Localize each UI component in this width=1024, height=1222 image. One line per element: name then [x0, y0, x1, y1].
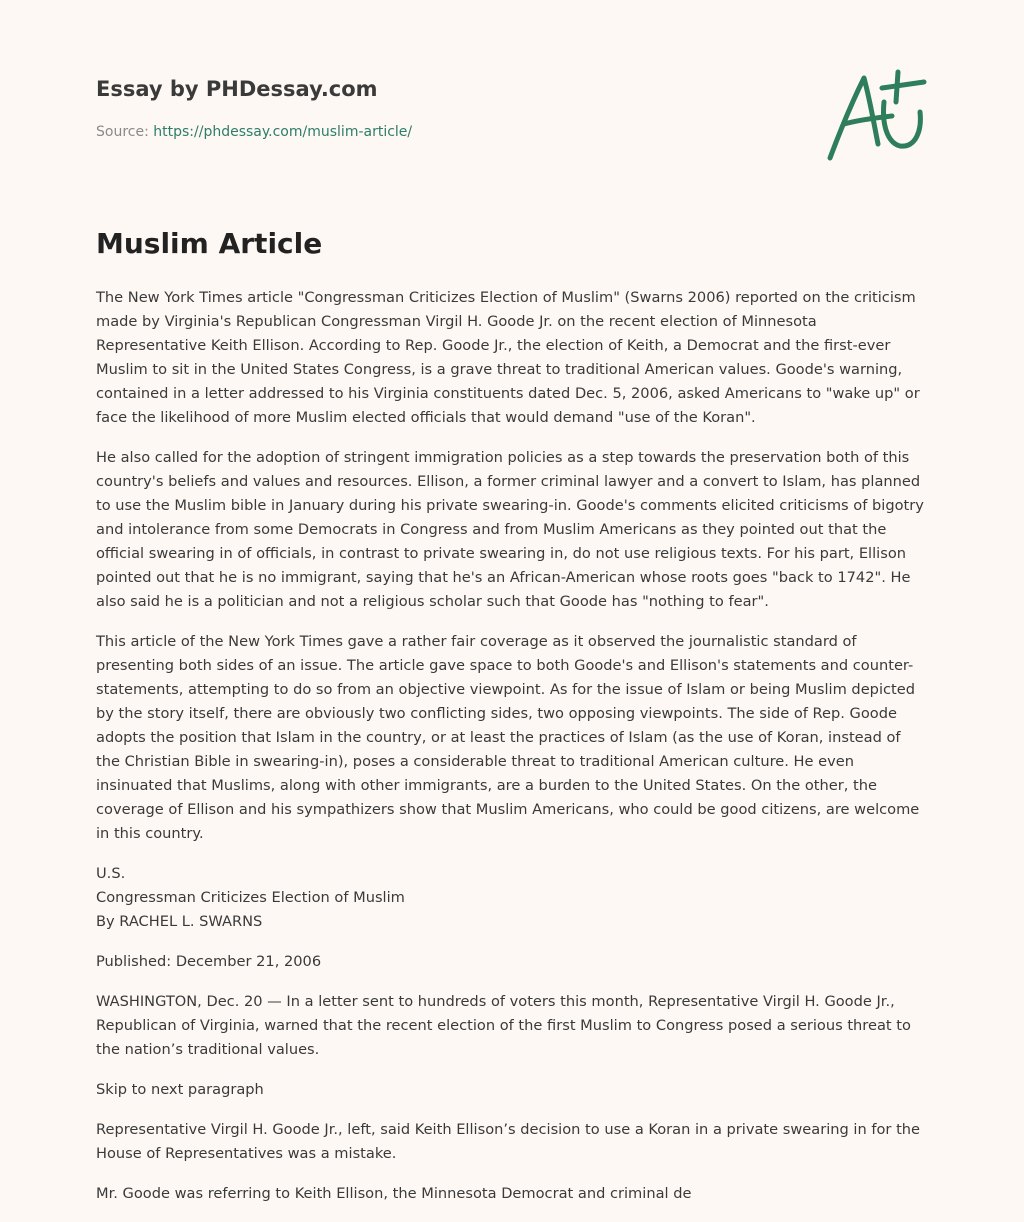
quoted-byline: By RACHEL L. SWARNS [96, 913, 263, 930]
source-link[interactable]: https://phdessay.com/muslim-article/ [153, 124, 413, 140]
quoted-published-date: Published: December 21, 2006 [96, 953, 322, 970]
source-label: Source: [96, 124, 149, 140]
essay-title: Muslim Article [96, 227, 323, 260]
a-plus-logo-icon [820, 66, 930, 166]
essay-paragraph-3: This article of the New York Times gave a rather fair coverage as it observed the journalistic standard of presenting both sides of an issue. The article gave space to both Goode's and Ellison's statements and counter-statements, attempting to do so from an objective viewpoint. As for the issue of Islam or being Muslim depicted by the story itself, there are obviously two conflicting sides, two opposing viewpoints. The side of Rep. Goode adopts the position that Islam in the country, or at least the practices of Islam (as the use of Koran, instead of the Christian Bible in swearing-in), poses a considerable threat to traditional American culture. He even insinuated that Muslims, along with other immigrants, are a burden to the United States. On the other, the coverage of Ellison and his sympathizers show that Muslim Americans, who could be good citizens, are welcome in this country. [96, 633, 920, 842]
page-header [96, 74, 796, 142]
quoted-headline: Congressman Criticizes Election of Muslim [96, 889, 405, 906]
essay-paragraph-1: The New York Times article "Congressman Criticizes Election of Muslim" (Swarns 2006) reported on the criticism made by Virginia's Republican Congressman Virgil H. Goode Jr. on the recent election of Minnesota Representative Keith Ellison. According to Rep. Goode Jr., the election of Keith, a Democrat and the first-ever Muslim to sit in the United States Congress, is a grave threat to traditional American values. Goode's warning, contained in a letter addressed to his Virginia constituents dated Dec. 5, 2006, asked Americans to "wake up" or face the likelihood of more Muslim elected officials that would demand "use of the Koran". [96, 289, 920, 426]
quoted-paragraph-1: WASHINGTON, Dec. 20 — In a letter sent to hundreds of voters this month, Representative Virgil H. Goode Jr., Republican of Virginia, warned that the recent election of the first Muslim to Congress posed a serious threat to the nation’s traditional values. [96, 993, 911, 1058]
quoted-article-header [96, 862, 928, 934]
source-line [96, 122, 796, 142]
quoted-paragraph-2: Skip to next paragraph [96, 1081, 264, 1098]
quoted-paragraph-4: Mr. Goode was referring to Keith Ellison, the Minnesota Democrat and criminal de [96, 1185, 692, 1202]
essay-paragraph-2: He also called for the adoption of stringent immigration policies as a step towards the preservation both of this country's beliefs and values and resources. Ellison, a former criminal lawyer and a convert to Islam, has planned to use the Muslim bible in January during his private swearing-in. Goode's comments elicited criticisms of bigotry and intolerance from some Democrats in Congress and from Muslim Americans as they pointed out that the official swearing in of officials, in contrast to private swearing in, do not use religious texts. For his part, Ellison pointed out that he is no immigrant, saying that he's an African-American whose roots goes "back to 1742". He also said he is a politician and not a religious scholar such that Goode has "nothing to fear". [96, 449, 924, 610]
quoted-paragraph-3: Representative Virgil H. Goode Jr., left, said Keith Ellison’s decision to use a Koran in a private swearing in for the House of Representatives was a mistake. [96, 1121, 921, 1162]
quoted-section: U.S. [96, 865, 126, 882]
site-title: Essay by PHDessay.com [96, 77, 378, 101]
essay-content [96, 222, 928, 1222]
